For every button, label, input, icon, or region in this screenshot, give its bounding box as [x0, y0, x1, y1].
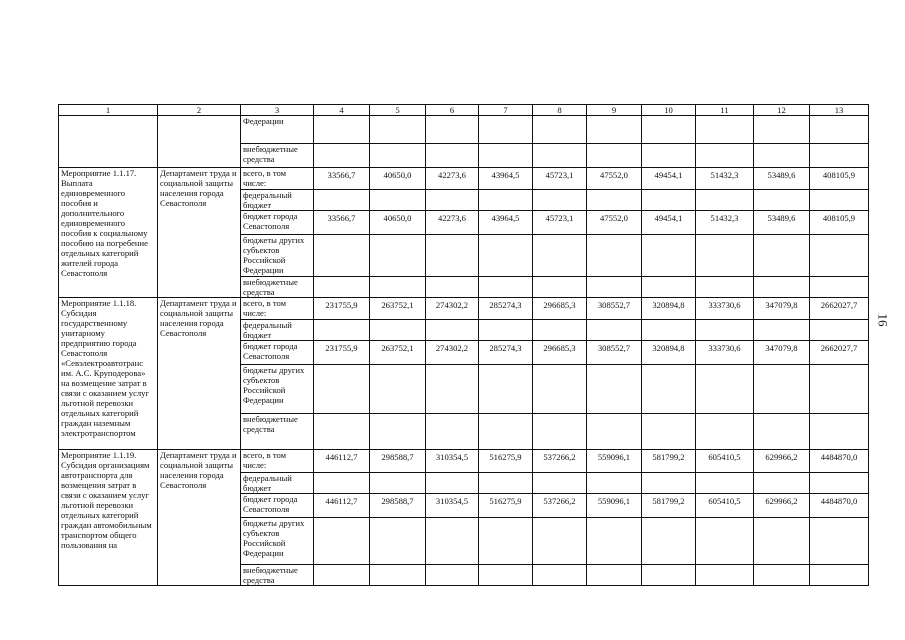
value-cell: 49454,1	[642, 211, 696, 235]
value-cell	[810, 235, 869, 277]
value-cell	[696, 235, 754, 277]
value-cell	[696, 144, 754, 168]
value-cell: 629966,2	[754, 450, 810, 473]
value-cell: 298588,7	[370, 494, 426, 518]
value-cell	[426, 235, 479, 277]
value-cell: 347079,8	[754, 341, 810, 365]
value-cell	[426, 190, 479, 211]
value-cell: 33566,7	[314, 168, 370, 190]
funding-source-cell: внебюджетные средства	[241, 144, 314, 168]
column-number-cell: 12	[754, 105, 810, 116]
budget-table	[58, 104, 869, 586]
funding-source-cell: Федерации	[241, 116, 314, 144]
value-cell: 347079,8	[754, 298, 810, 320]
value-cell: 231755,9	[314, 298, 370, 320]
continuation-row	[59, 116, 869, 144]
value-cell: 537266,2	[533, 450, 587, 473]
value-cell	[479, 277, 533, 298]
measure-name-cell	[59, 116, 158, 168]
funding-source-cell: федеральный бюджет	[241, 473, 314, 494]
value-cell: 559096,1	[587, 450, 642, 473]
value-cell	[754, 565, 810, 586]
value-cell	[587, 277, 642, 298]
budget-row	[59, 168, 869, 190]
value-cell	[370, 277, 426, 298]
funding-source-cell: федеральный бюджет	[241, 190, 314, 211]
column-number-cell: 4	[314, 105, 370, 116]
value-cell: 296685,3	[533, 298, 587, 320]
funding-source-cell: внебюджетные средства	[241, 277, 314, 298]
value-cell: 285274,3	[479, 341, 533, 365]
value-cell	[314, 190, 370, 211]
value-cell: 47552,0	[587, 168, 642, 190]
executor-cell	[158, 116, 241, 168]
value-cell	[479, 414, 533, 450]
value-cell	[426, 565, 479, 586]
value-cell: 51432,3	[696, 168, 754, 190]
funding-source-cell: внебюджетные средства	[241, 414, 314, 450]
column-number-cell: 6	[426, 105, 479, 116]
value-cell	[696, 518, 754, 565]
value-cell	[810, 144, 869, 168]
value-cell: 53489,6	[754, 168, 810, 190]
column-number-cell: 3	[241, 105, 314, 116]
value-cell	[642, 414, 696, 450]
value-cell: 320894,8	[642, 341, 696, 365]
value-cell	[533, 473, 587, 494]
value-cell	[642, 144, 696, 168]
value-cell	[533, 277, 587, 298]
value-cell: 310354,5	[426, 450, 479, 473]
value-cell	[642, 320, 696, 341]
value-cell	[479, 235, 533, 277]
value-cell	[370, 365, 426, 414]
value-cell	[696, 473, 754, 494]
value-cell	[810, 414, 869, 450]
budget-row	[59, 298, 869, 320]
value-cell	[426, 414, 479, 450]
value-cell	[533, 116, 587, 144]
value-cell	[696, 190, 754, 211]
value-cell	[754, 116, 810, 144]
value-cell: 49454,1	[642, 168, 696, 190]
value-cell	[754, 320, 810, 341]
value-cell: 581799,2	[642, 494, 696, 518]
value-cell	[479, 365, 533, 414]
column-number-cell: 7	[479, 105, 533, 116]
value-cell: 4484870,0	[810, 494, 869, 518]
value-cell	[696, 565, 754, 586]
value-cell: 53489,6	[754, 211, 810, 235]
funding-source-cell: федеральный бюджет	[241, 320, 314, 341]
value-cell: 40650,0	[370, 168, 426, 190]
value-cell: 408105,9	[810, 211, 869, 235]
value-cell	[314, 235, 370, 277]
value-cell	[587, 473, 642, 494]
value-cell	[754, 518, 810, 565]
value-cell	[370, 473, 426, 494]
value-cell: 42273,6	[426, 168, 479, 190]
value-cell	[314, 565, 370, 586]
header-row	[59, 105, 869, 116]
value-cell: 274302,2	[426, 298, 479, 320]
value-cell	[479, 144, 533, 168]
value-cell: 537266,2	[533, 494, 587, 518]
value-cell: 308552,7	[587, 298, 642, 320]
value-cell	[642, 565, 696, 586]
value-cell	[696, 116, 754, 144]
value-cell: 231755,9	[314, 341, 370, 365]
value-cell	[314, 414, 370, 450]
executor-cell: Департамент труда и социальной защиты населения города Севастополя	[158, 450, 241, 586]
value-cell	[587, 414, 642, 450]
value-cell: 33566,7	[314, 211, 370, 235]
value-cell	[370, 190, 426, 211]
value-cell	[642, 518, 696, 565]
value-cell	[754, 365, 810, 414]
value-cell: 333730,6	[696, 298, 754, 320]
value-cell	[642, 473, 696, 494]
value-cell: 605410,5	[696, 450, 754, 473]
value-cell	[479, 116, 533, 144]
funding-source-cell: всего, в том числе:	[241, 450, 314, 473]
value-cell: 263752,1	[370, 298, 426, 320]
value-cell	[810, 473, 869, 494]
column-number-cell: 11	[696, 105, 754, 116]
value-cell	[696, 277, 754, 298]
funding-source-cell: бюджет города Севастополя	[241, 211, 314, 235]
measure-name-cell: Мероприятие 1.1.17. Выплата единовременного пособия и дополнительного единовременного пособия к социальному пособию на погребение отдельных категорий жителей города Севастополя	[59, 168, 158, 298]
value-cell: 605410,5	[696, 494, 754, 518]
value-cell: 320894,8	[642, 298, 696, 320]
value-cell: 263752,1	[370, 341, 426, 365]
column-number-cell: 13	[810, 105, 869, 116]
funding-source-cell: всего, в том числе:	[241, 298, 314, 320]
value-cell: 40650,0	[370, 211, 426, 235]
value-cell	[642, 235, 696, 277]
value-cell	[426, 365, 479, 414]
value-cell	[314, 518, 370, 565]
value-cell	[370, 116, 426, 144]
value-cell	[314, 116, 370, 144]
value-cell	[587, 518, 642, 565]
value-cell	[533, 365, 587, 414]
value-cell: 629966,2	[754, 494, 810, 518]
value-cell	[587, 320, 642, 341]
value-cell: 298588,7	[370, 450, 426, 473]
funding-source-cell: всего, в том числе:	[241, 168, 314, 190]
value-cell	[426, 277, 479, 298]
value-cell	[370, 235, 426, 277]
value-cell: 581799,2	[642, 450, 696, 473]
value-cell: 43964,5	[479, 168, 533, 190]
value-cell	[370, 320, 426, 341]
value-cell	[370, 518, 426, 565]
value-cell: 274302,2	[426, 341, 479, 365]
page-number: 16	[875, 313, 891, 327]
value-cell: 2662027,7	[810, 298, 869, 320]
value-cell	[696, 414, 754, 450]
value-cell: 516275,9	[479, 494, 533, 518]
value-cell: 51432,3	[696, 211, 754, 235]
funding-source-cell: бюджеты других субъектов Российской Федерации	[241, 518, 314, 565]
value-cell: 4484870,0	[810, 450, 869, 473]
value-cell	[533, 190, 587, 211]
value-cell: 45723,1	[533, 168, 587, 190]
value-cell	[479, 190, 533, 211]
measure-name-cell: Мероприятие 1.1.18. Субсидия государственному унитарному предприятию города Севастополя «Севэлектроавтотранс им. А.С. Круподерова» на возмещение затрат в связи с оказанием услуг льготной перевозки отдельных категорий граждан наземным электротранспортом	[59, 298, 158, 450]
funding-source-cell: бюджет города Севастополя	[241, 341, 314, 365]
value-cell: 285274,3	[479, 298, 533, 320]
value-cell	[754, 414, 810, 450]
value-cell	[642, 190, 696, 211]
value-cell	[754, 190, 810, 211]
value-cell: 446112,7	[314, 450, 370, 473]
value-cell	[810, 565, 869, 586]
column-number-cell: 2	[158, 105, 241, 116]
value-cell	[533, 518, 587, 565]
value-cell: 446112,7	[314, 494, 370, 518]
value-cell	[479, 518, 533, 565]
value-cell	[426, 518, 479, 565]
executor-cell: Департамент труда и социальной защиты населения города Севастополя	[158, 298, 241, 450]
value-cell	[587, 235, 642, 277]
measure-name-cell: Мероприятие 1.1.19. Субсидия организациям автотранспорта для возмещения затрат в связи с оказанием услуг льготной перевозки отдельных категорий граждан автомобильным транспортом общего пользования на	[59, 450, 158, 586]
value-cell	[370, 565, 426, 586]
value-cell: 43964,5	[479, 211, 533, 235]
value-cell	[370, 414, 426, 450]
value-cell	[479, 565, 533, 586]
value-cell	[314, 320, 370, 341]
value-cell: 2662027,7	[810, 341, 869, 365]
value-cell	[754, 277, 810, 298]
value-cell	[587, 144, 642, 168]
funding-source-cell: бюджеты других субъектов Российской Федерации	[241, 235, 314, 277]
value-cell	[810, 116, 869, 144]
value-cell	[810, 518, 869, 565]
value-cell	[533, 320, 587, 341]
value-cell	[642, 116, 696, 144]
executor-cell: Департамент труда и социальной защиты населения города Севастополя	[158, 168, 241, 298]
value-cell	[810, 277, 869, 298]
value-cell	[696, 320, 754, 341]
value-cell: 296685,3	[533, 341, 587, 365]
value-cell	[587, 565, 642, 586]
value-cell: 516275,9	[479, 450, 533, 473]
value-cell	[314, 277, 370, 298]
value-cell: 408105,9	[810, 168, 869, 190]
value-cell	[810, 320, 869, 341]
value-cell: 308552,7	[587, 341, 642, 365]
value-cell	[370, 144, 426, 168]
value-cell	[314, 473, 370, 494]
value-cell	[754, 473, 810, 494]
column-number-cell: 1	[59, 105, 158, 116]
value-cell	[642, 277, 696, 298]
value-cell	[587, 190, 642, 211]
column-number-cell: 10	[642, 105, 696, 116]
value-cell	[426, 116, 479, 144]
value-cell	[533, 144, 587, 168]
column-number-cell: 9	[587, 105, 642, 116]
value-cell	[642, 365, 696, 414]
value-cell	[426, 473, 479, 494]
value-cell: 42273,6	[426, 211, 479, 235]
value-cell	[314, 365, 370, 414]
value-cell	[314, 144, 370, 168]
funding-source-cell: бюджет города Севастополя	[241, 494, 314, 518]
value-cell: 47552,0	[587, 211, 642, 235]
value-cell	[587, 116, 642, 144]
value-cell: 310354,5	[426, 494, 479, 518]
value-cell	[754, 235, 810, 277]
value-cell: 559096,1	[587, 494, 642, 518]
column-number-cell: 5	[370, 105, 426, 116]
value-cell	[696, 365, 754, 414]
value-cell	[810, 190, 869, 211]
value-cell	[426, 144, 479, 168]
funding-source-cell: бюджеты других субъектов Российской Федерации	[241, 365, 314, 414]
value-cell: 333730,6	[696, 341, 754, 365]
value-cell	[426, 320, 479, 341]
value-cell	[754, 144, 810, 168]
value-cell	[810, 365, 869, 414]
value-cell	[479, 320, 533, 341]
budget-row	[59, 450, 869, 473]
funding-source-cell: внебюджетные средства	[241, 565, 314, 586]
value-cell	[533, 414, 587, 450]
value-cell	[533, 235, 587, 277]
value-cell	[533, 565, 587, 586]
value-cell	[587, 365, 642, 414]
value-cell: 45723,1	[533, 211, 587, 235]
value-cell	[479, 473, 533, 494]
column-number-cell: 8	[533, 105, 587, 116]
